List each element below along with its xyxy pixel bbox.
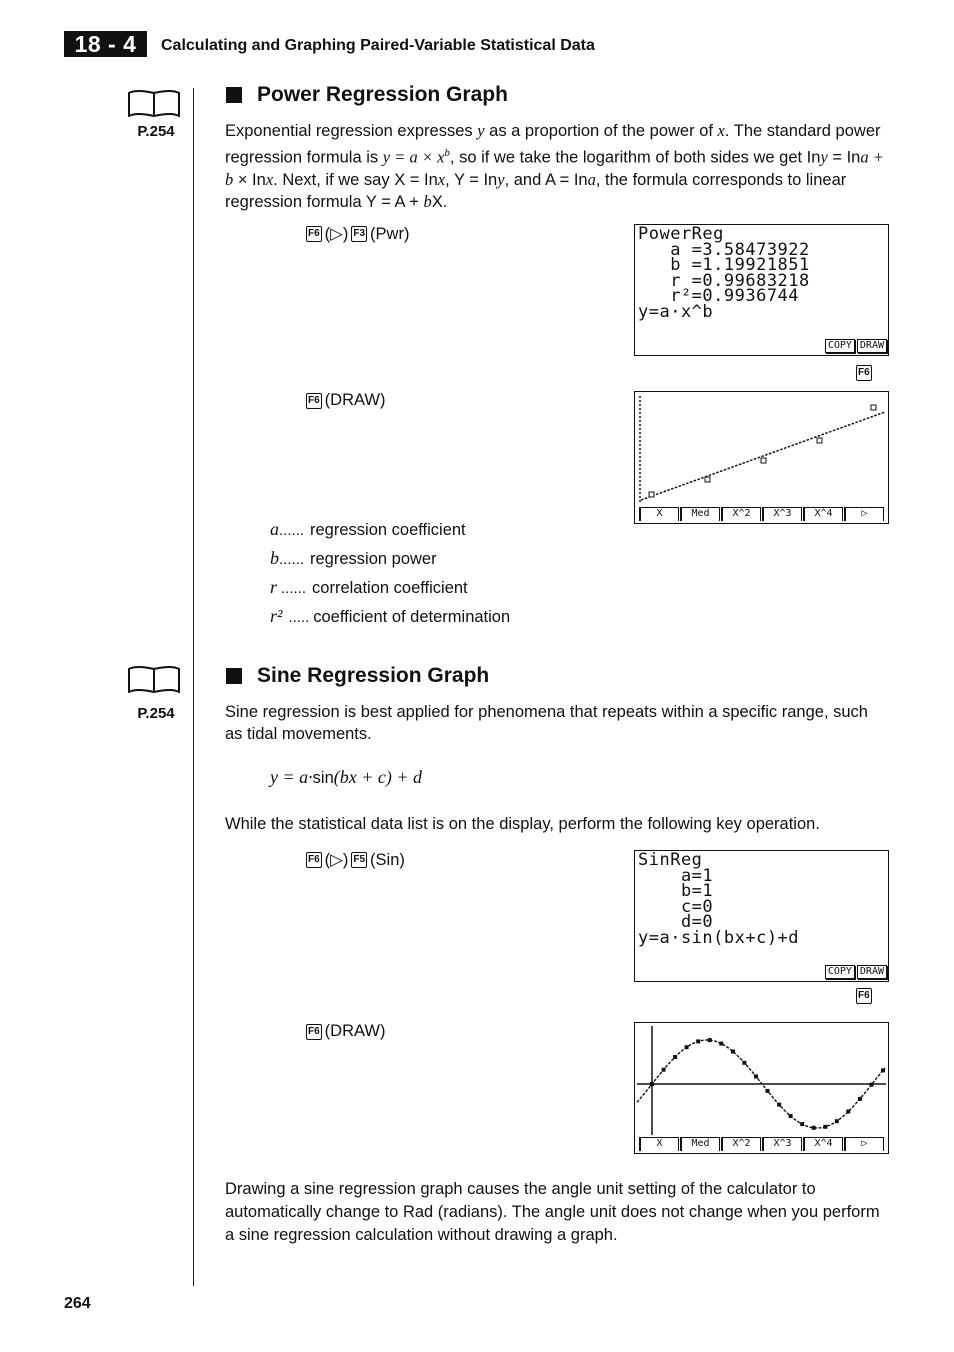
data-point xyxy=(881,1068,885,1072)
menu-x3: X^3 xyxy=(762,1137,802,1151)
power-description: Exponential regression expresses y as a proportion of the power of x. The standard power regression formula is $y = a \times x^b$, so if we take the logarithm of both sides we get Iny = Ina + b × Inx. Next, if we say X = Inx, Y = Iny, and A = Ina, the formula corresponds to linear regression formula Y = A + bX. xyxy=(225,121,884,211)
data-point xyxy=(789,1114,793,1118)
f6-key-icon: F6 xyxy=(306,1024,322,1040)
definition-row: b ...... regression power xyxy=(270,548,437,568)
data-point xyxy=(705,477,710,482)
key-sequence-sin xyxy=(306,850,405,870)
menu-next: ▷ xyxy=(844,1137,884,1151)
manual-book-icon xyxy=(128,89,180,117)
data-point xyxy=(846,1110,850,1114)
calculator-screen-power-result xyxy=(634,224,889,356)
key-sequence-draw xyxy=(306,391,385,410)
screen-text: SinReg a=1 b=1 c=0 d=0 y=a·sin(bx+c)+d xyxy=(638,850,800,948)
data-point xyxy=(696,1039,700,1043)
calculator-screen-sine-graph xyxy=(634,1022,889,1154)
data-point xyxy=(731,1050,735,1054)
angle-unit-note: Drawing a sine regression graph causes the angle unit setting of the calculator to automatically change to Rad (radians). The angle unit does not change when you perform a sine regression calculation without drawing a graph. xyxy=(225,1180,880,1244)
menu-x2: X^2 xyxy=(721,1137,761,1151)
bullet-square-icon xyxy=(226,668,242,684)
f6-key-icon: F6 xyxy=(306,226,322,242)
menu-med: Med xyxy=(680,507,720,521)
menu-med: Med xyxy=(680,1137,720,1151)
menu-x: X xyxy=(639,1137,679,1151)
regression-line xyxy=(641,412,885,500)
key-label: (DRAW) xyxy=(324,1022,386,1040)
chapter-title: Calculating and Graphing Paired-Variable Statistical Data xyxy=(161,37,595,54)
calculator-screen-power-graph xyxy=(634,391,889,524)
f3-key-icon: F3 xyxy=(351,226,367,242)
menu-next: ▷ xyxy=(844,507,884,521)
copy-menu-item: COPY xyxy=(825,965,855,979)
definition-row: r² ..... coefficient of determination xyxy=(270,606,511,626)
data-point xyxy=(708,1038,712,1042)
definition-row: a ...... regression coefficient xyxy=(270,519,466,539)
menu-x3: X^3 xyxy=(762,507,802,521)
menu-x2: X^2 xyxy=(721,507,761,521)
data-point xyxy=(766,1089,770,1093)
menu-x4: X^4 xyxy=(803,1137,843,1151)
data-point xyxy=(871,405,876,410)
data-point xyxy=(673,1055,677,1059)
data-point xyxy=(817,438,822,443)
data-point xyxy=(742,1061,746,1065)
section-title-text: Sine Regression Graph xyxy=(257,664,490,687)
key-label: (DRAW) xyxy=(324,391,386,409)
f6-key-icon: F6 xyxy=(306,393,322,409)
section-title-sine xyxy=(226,664,489,688)
data-point xyxy=(650,1082,654,1086)
key-sequence-pwr xyxy=(306,224,409,244)
menu-x: X xyxy=(639,507,679,521)
chapter-badge: 18 - 4 xyxy=(64,31,147,57)
data-point xyxy=(761,458,766,463)
page-reference: P.254 xyxy=(137,705,175,722)
data-point xyxy=(662,1068,666,1072)
arrow-key: (▷) xyxy=(324,225,349,243)
bullet-square-icon xyxy=(226,87,242,103)
data-point xyxy=(858,1097,862,1101)
data-point xyxy=(649,492,654,497)
data-point xyxy=(870,1083,874,1087)
data-point xyxy=(719,1042,723,1046)
key-label: (Pwr) xyxy=(370,224,410,243)
page-number: 264 xyxy=(64,1295,91,1312)
section-title-power xyxy=(226,83,508,107)
copy-menu-item: COPY xyxy=(825,339,855,353)
calculator-screen-sine-result xyxy=(634,850,889,982)
draw-menu-item: DRAW xyxy=(857,965,887,979)
key-label: (Sin) xyxy=(370,850,405,869)
manual-book-icon xyxy=(128,665,180,693)
instruction-text: While the statistical data list is on the display, perform the following key operation. xyxy=(225,815,820,833)
data-point xyxy=(835,1119,839,1123)
definition-list xyxy=(270,519,510,635)
menu-x4: X^4 xyxy=(803,507,843,521)
sine-graph xyxy=(635,1023,888,1138)
data-point xyxy=(754,1074,758,1078)
f6-key-icon: F6 xyxy=(856,365,872,381)
f6-key-icon: F6 xyxy=(306,852,322,868)
section-title-text: Power Regression Graph xyxy=(257,83,508,106)
definition-row: r ...... correlation coefficient xyxy=(270,577,468,597)
data-point xyxy=(823,1125,827,1129)
screen-text: PowerReg a =3.58473922 b =1.19921851 r =0.99683218 r²=0.9936744 y=a·x^b xyxy=(638,224,810,322)
arrow-key: (▷) xyxy=(324,851,349,869)
f6-key-icon: F6 xyxy=(856,988,872,1004)
data-point xyxy=(812,1126,816,1130)
margin-rule xyxy=(193,88,194,1286)
draw-menu-item: DRAW xyxy=(857,339,887,353)
sine-formula: y = a·sin(bx + c) + d xyxy=(270,767,423,787)
key-sequence-draw xyxy=(306,1022,385,1041)
sine-description: Sine regression is best applied for phenomena that repeats within a specific range, such as tidal movements. xyxy=(225,703,868,743)
page-reference: P.254 xyxy=(137,123,175,140)
power-graph xyxy=(635,392,888,507)
data-point xyxy=(685,1045,689,1049)
f5-key-icon: F5 xyxy=(351,852,367,868)
data-point xyxy=(777,1103,781,1107)
data-point xyxy=(800,1122,804,1126)
